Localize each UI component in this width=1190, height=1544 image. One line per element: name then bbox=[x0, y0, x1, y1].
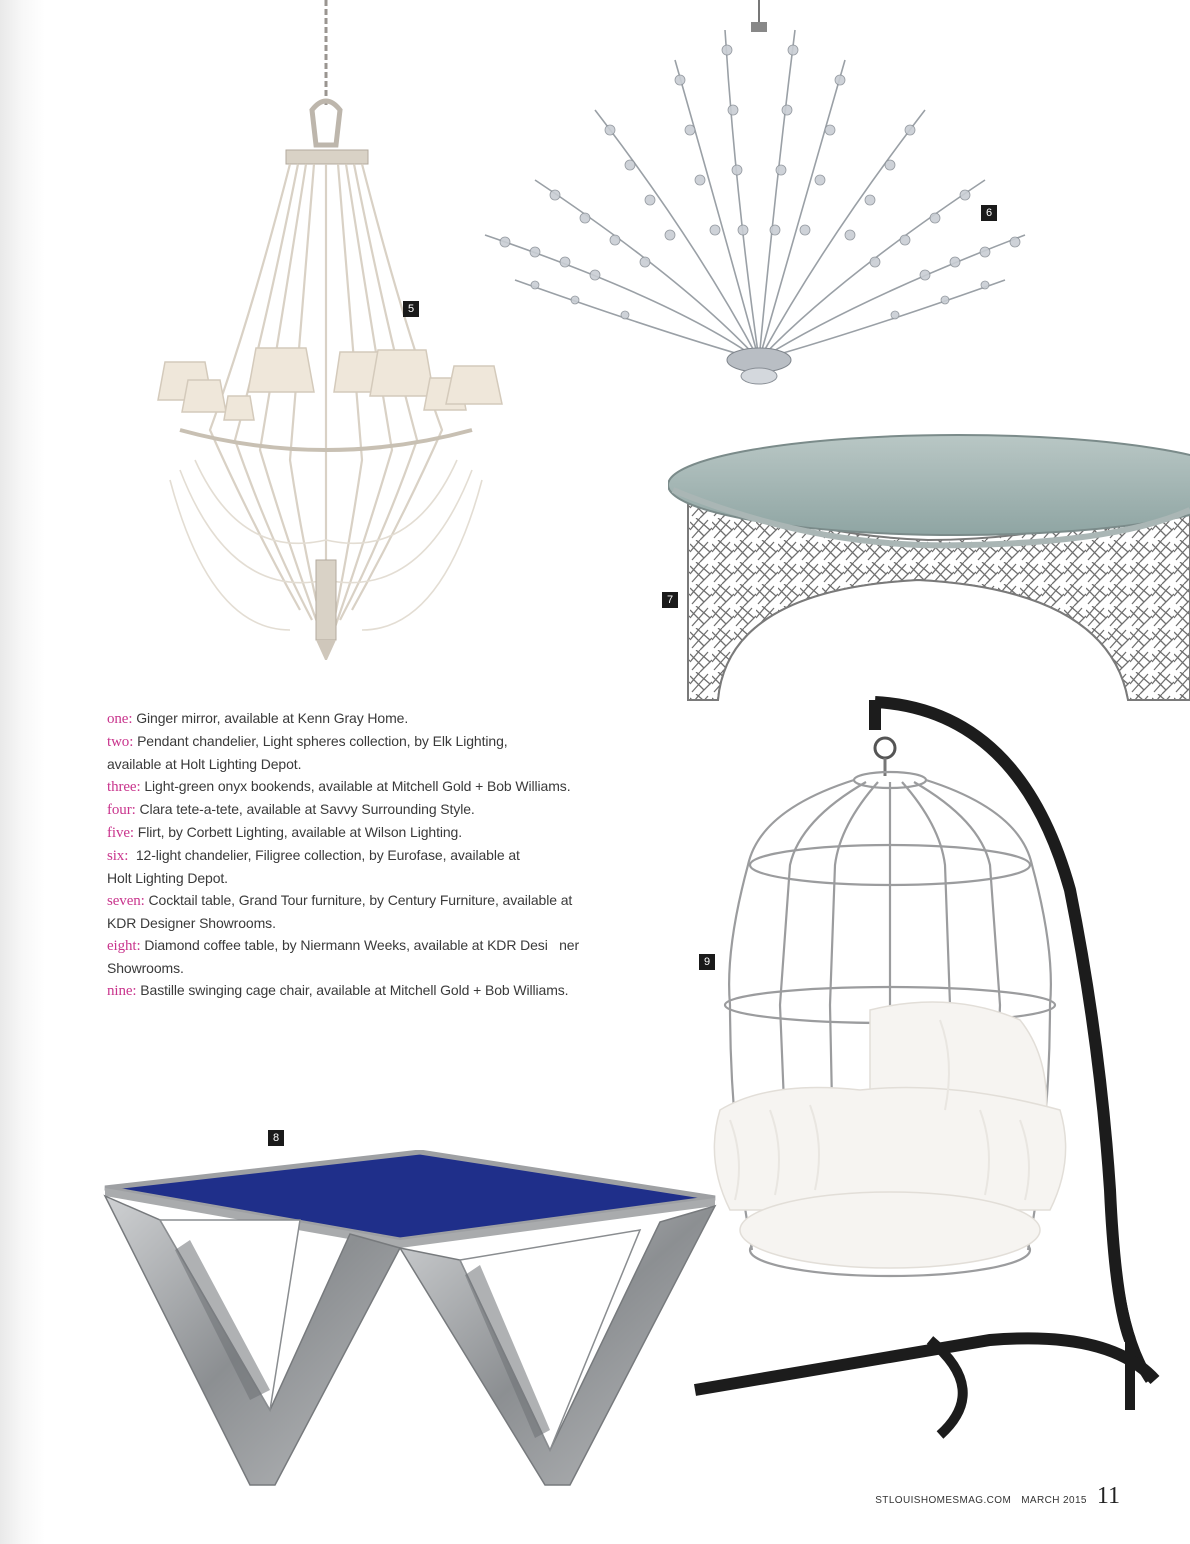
caption-five bbox=[107, 821, 687, 844]
caption-three bbox=[107, 775, 687, 798]
caption-text-continued: Showrooms. bbox=[107, 960, 184, 976]
product-number-badge: 5 bbox=[403, 301, 419, 317]
chandelier-6-illustration bbox=[475, 0, 1035, 390]
caption-label: four: bbox=[107, 802, 136, 818]
caption-one bbox=[107, 707, 687, 730]
product-8-diamond-table bbox=[100, 1150, 720, 1495]
product-number-badge: 6 bbox=[981, 205, 997, 221]
caption-label: three: bbox=[107, 779, 141, 795]
caption-label: six: bbox=[107, 848, 129, 864]
product-number-badge: 9 bbox=[699, 954, 715, 970]
product-7-cocktail-table bbox=[668, 430, 1190, 730]
caption-text: Clara tete-a-tete, available at Savvy Surrounding Style. bbox=[135, 801, 475, 817]
caption-text-continued: available at Holt Lighting Depot. bbox=[107, 756, 302, 772]
caption-nine bbox=[107, 979, 687, 1002]
page-number: 11 bbox=[1096, 1483, 1120, 1509]
product-number-badge: 7 bbox=[662, 592, 678, 608]
product-9-cage-chair bbox=[690, 690, 1170, 1450]
caption-text: Flirt, by Corbett Lighting, available at Wilson Lighting. bbox=[134, 824, 463, 840]
caption-six bbox=[107, 844, 687, 889]
caption-four bbox=[107, 798, 687, 821]
caption-text: 12-light chandelier, Filigree collection, by Eurofase, available at bbox=[128, 847, 520, 863]
caption-label: seven: bbox=[107, 893, 145, 909]
product-captions bbox=[107, 707, 687, 1002]
caption-text: Ginger mirror, available at Kenn Gray Home. bbox=[132, 710, 409, 726]
issue-date: MARCH 2015 bbox=[1021, 1495, 1087, 1506]
page-footer bbox=[875, 1483, 1120, 1513]
cocktail-table-illustration bbox=[668, 430, 1190, 730]
cage-chair-illustration bbox=[690, 690, 1170, 1450]
caption-label: nine: bbox=[107, 983, 137, 999]
diamond-table-illustration bbox=[100, 1150, 720, 1495]
caption-label: one: bbox=[107, 711, 133, 727]
caption-eight bbox=[107, 934, 687, 979]
magazine-website: STLOUISHOMESMAG.COM bbox=[875, 1495, 1012, 1506]
product-6-chandelier bbox=[475, 0, 1035, 390]
product-number-badge: 8 bbox=[268, 1130, 284, 1146]
caption-seven bbox=[107, 889, 687, 934]
caption-text: Light-green onyx bookends, available at Mitchell Gold + Bob Williams. bbox=[140, 778, 571, 794]
product-5-chandelier bbox=[140, 0, 520, 660]
caption-text: Pendant chandelier, Light spheres collection, by Elk Lighting, bbox=[133, 733, 508, 749]
caption-label: two: bbox=[107, 734, 134, 750]
caption-text: Bastille swinging cage chair, available at Mitchell Gold + Bob Williams. bbox=[136, 982, 569, 998]
caption-text-continued: KDR Designer Showrooms. bbox=[107, 915, 276, 931]
chandelier-5-illustration bbox=[140, 0, 520, 660]
caption-label: five: bbox=[107, 825, 134, 841]
caption-text: Diamond coffee table, by Niermann Weeks, available at KDR Desi ner bbox=[140, 937, 580, 953]
caption-label: eight: bbox=[107, 938, 141, 954]
caption-text: Cocktail table, Grand Tour furniture, by Century Furniture, available at bbox=[144, 892, 573, 908]
caption-text-continued: Holt Lighting Depot. bbox=[107, 870, 228, 886]
caption-two bbox=[107, 730, 687, 775]
